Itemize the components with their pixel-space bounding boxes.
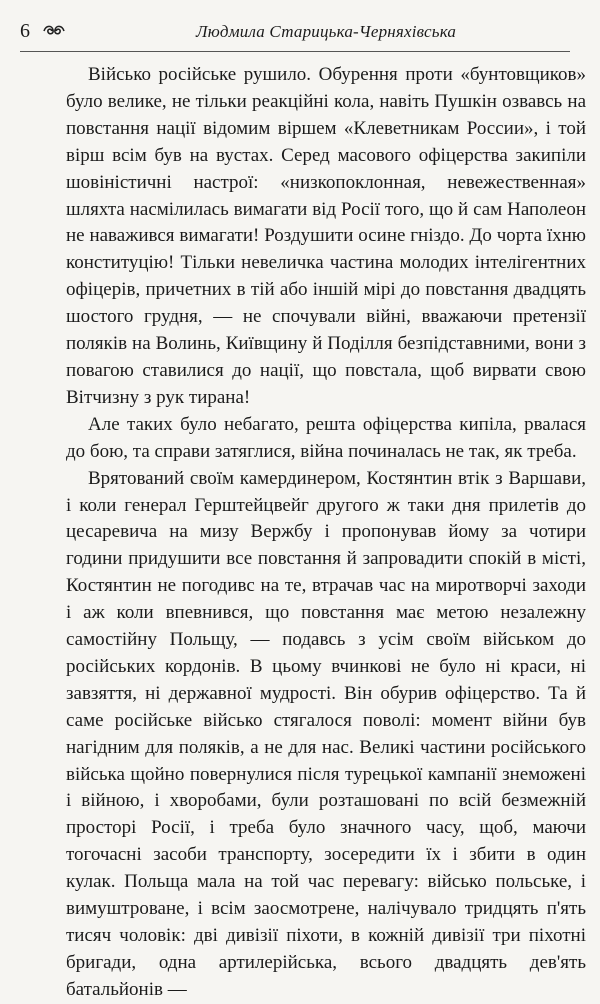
page-number: 6 [20, 20, 30, 42]
swirl-ornament-icon [42, 22, 66, 38]
paragraph: Військо російське рушило. Обурення проти «бунтовщиков» було велике, не тільки реакційні кола, навіть Пушкін озвавсь на повстання нації відомим віршем «Клеветникам России», і той вірш всім був на вустах. Серед масового офіцерства закипіли шовіністичні настрої: «низкопоклонная, невежественная» шляхта насмілилась вимагати від Росії того, що й сам Наполеон не наважився вимагати! Роздушити осине гніздо. До чорта їхню конституцію! Тільки невеличка частина молодих інтелігентних офіцерів, причетних в тій або іншій мірі до повстання двадцять шостого грудня, — не спочували війні, вважаючи претензії поляків на Волинь, Київщину й Поділля безпідставними, вони з повагою ставилися до нації, що повстала, щоб вирвати свою Вітчизну з рук тирана! [66, 64, 586, 408]
paragraph: Врятований своїм камердинером, Костянтин втік з Варшави, і коли генерал Герштейцвейг другого ж таки дня прилетів до цесаревича на мизу Вержбу і пропонував йому за чотири години придушити все повстання й запровадити спокій в місті, Костянтин не погодивс на те, втрачав час на миротворчі заходи і аж коли впевнився, що повстання має метою незалежну самостійну Польщу, — подавсь з усім своїм військом до російських кордонів. В цьому вчинкові не було ні краси, ні завзяття, ні державної мудрості. Він обурив офіцерство. Та й саме російське військо стягалося поволі: момент війни був нагідним для поляків, а не для нас. Великі частини російського війська щойно повернулися після турецької кампанії знеможені і війною, і хворобами, були розташовані по всій безмежній просторі Росії, і треба було значного часу, щоб, маючи тогочасні засоби транспорту, зосередити їх і збити в один кулак. Польща мала на той час перевагу: військо польське, і вимуштроване, і всім заосмотрене, налічувало тридцять п'ять тисяч чоловік: дві дивізії піхоти, в кожній дивізії три піхотні бригади, одна артилерійська, всього двадцять дев'ять батальйонів — [66, 467, 586, 1000]
body-text [66, 62, 586, 1004]
running-title: Людмила Старицька-Черняхівська [196, 22, 457, 41]
page-header [20, 20, 570, 50]
header-rule [20, 51, 570, 52]
paragraph: Але таких було небагато, решта офіцерства кипіла, рвалася до бою, та справи затяглися, війна починалась не так, як треба. [66, 413, 586, 462]
